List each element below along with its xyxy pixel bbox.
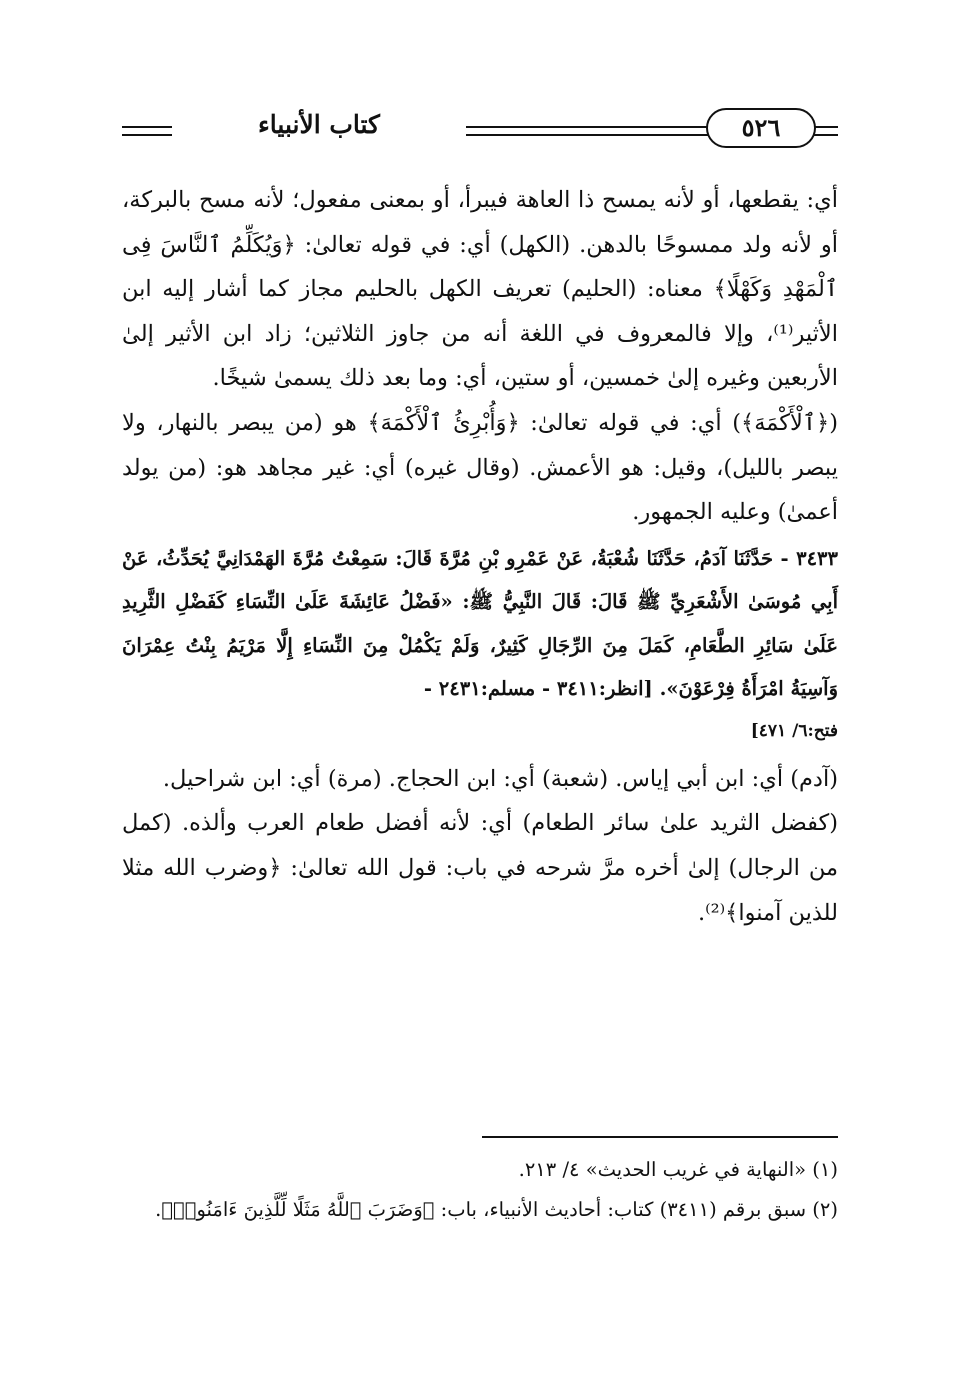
footnotes [122, 1150, 838, 1230]
page-number: ٥٢٦ [706, 108, 816, 148]
page-header [118, 108, 838, 156]
commentary-paragraph-2: (﴿ٱلْأَكْمَهَ﴾) أي: في قوله تعالىٰ: ﴿وَأُبْرِئُ ٱلْأَكْمَهَ﴾ هو (من يبصر بالنهار، ولا يبصر بالليل)، وقيل: هو الأعمش. (وقال غيره) أي: غير مجاهد هو: (من يولد أعمىٰ) وعليه الجمهور. [122, 409, 838, 526]
main-text [122, 178, 838, 935]
hadith-text: ٣٤٣٣ - حَدَّثَنَا آدَمُ، حَدَّثَنَا شُعْبَةُ، عَنْ عَمْرِو بْنِ مُرَّةَ قَالَ: سَمِعْتُ مُرَّةَ الهَمْدَانِيَّ يُحَدِّثُ، عَنْ أَبِي مُوسَىٰ الأَشْعَرِيِّ ﷺ قَالَ: قَالَ النَّبِيُّ ﷺ: «فَضْلُ عَائِشَةَ عَلَىٰ النِّسَاءِ كَفَضْلِ الثَّرِيدِ عَلَىٰ سَائِرِ الطَّعَامِ، كَمَلَ مِنَ الرِّجَالِ كَثِيرٌ، وَلَمْ يَكْمُلْ مِنَ النِّسَاءِ إِلَّا مَرْيَمُ بِنْتُ عِمْرَانَ وَآسِيَةُ امْرَأَةُ فِرْعَوْنَ». [انظر:٣٤١١ - مسلم:٢٤٣١ - [122, 546, 838, 701]
commentary-paragraph-3: (آدم) أي: ابن أبي إياس. (شعبة) أي: ابن الحجاج. (مرة) أي: ابن شراحيل. [162, 765, 838, 792]
footnote-1: (١) «النهاية في غريب الحديث» ٤/ ٢١٣. [518, 1158, 838, 1181]
hadith-reference: فتح:٦/ ٤٧١] [750, 720, 838, 741]
header-rule-left [122, 126, 172, 136]
commentary-paragraph-4: (كفضل الثريد علىٰ سائر الطعام) أي: لأنه أفضل طعام العرب وألذه. (كمل من الرجال) إلىٰ أخره مرَّ شرحه في باب: قول الله تعالىٰ: ﴿وضرب الله مثلا للذين آمنوا﴾⁽²⁾. [122, 810, 838, 926]
book-title: كتاب الأنبياء [258, 110, 380, 139]
commentary-paragraph-1: أي: يقطعها، أو لأنه يمسح ذا العاهة فيبرأ، أو بمعنى مفعول؛ لأنه مسح بالبركة، أو لأنه ولد ممسوحًا بالدهن. (الكهل) أي: في قوله تعالىٰ: ﴿وَيُكَلِّمُ ٱلنَّاسَ فِى ٱلْمَهْدِ وَكَهْلًا﴾ معناه: (الحليم) تعريف الكهل بالحليم مجاز كما أشار إليه ابن الأثير⁽¹⁾، وإلا فالمعروف في اللغة أنه من جاوز الثلاثين؛ زاد ابن الأثير إلىٰ الأربعين وغيره إلىٰ خمسين، أو ستين، أي: وما بعد ذلك يسمىٰ شيخًا. [122, 187, 838, 392]
header-rule-right [814, 126, 838, 136]
footnote-divider [482, 1136, 838, 1138]
header-rule-middle [466, 126, 708, 136]
footnote-2: (٢) سبق برقم (٣٤١١) كتاب: أحاديث الأنبياء، باب: ﴿وَضَرَبَ ٱللَّهُ مَثَلًا لِّلَّذِينَ ءَامَنُوا۟﴾. [155, 1198, 838, 1221]
